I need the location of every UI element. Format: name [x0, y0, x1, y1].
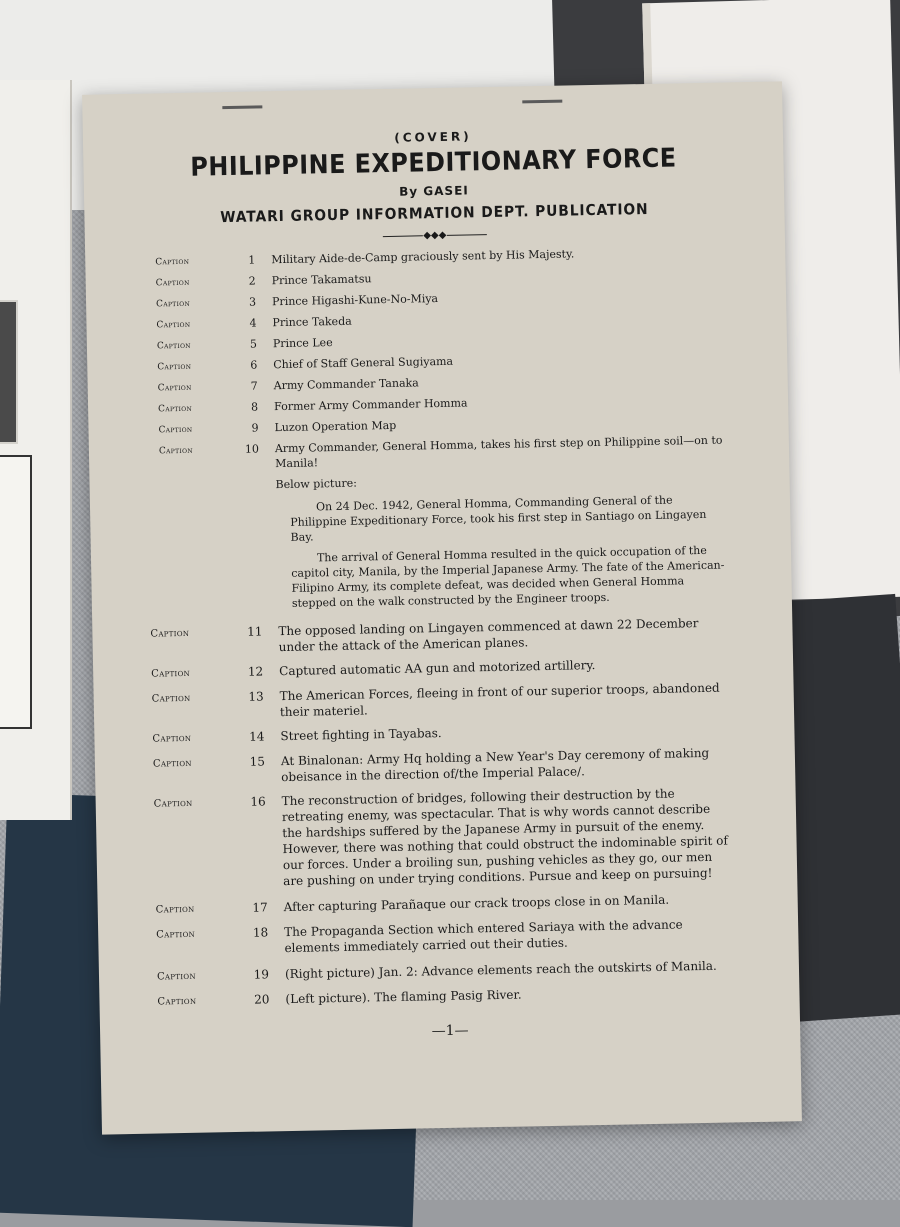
caption-label: Caption	[155, 256, 190, 268]
caption-text: (Right picture) Jan. 2: Advance elements reach the outskirts of Manila.	[284, 958, 717, 982]
caption-label: Caption	[158, 424, 193, 436]
caption-number: 12	[247, 664, 264, 679]
caption-row	[92, 613, 792, 658]
caption-label: Caption	[158, 403, 193, 415]
caption-number: 18	[252, 925, 269, 940]
document-page	[82, 81, 802, 1134]
caption-text: Military Aide-de-Camp graciously sent by His Majesty.	[271, 247, 575, 267]
left-book-frame	[0, 455, 32, 729]
caption-label: Caption	[151, 667, 191, 680]
caption-row	[94, 718, 794, 748]
caption-label: Caption	[157, 382, 192, 394]
byline: By GASEI	[399, 183, 469, 199]
caption-row	[94, 678, 794, 723]
caption-text: Luzon Operation Map	[274, 418, 397, 435]
caption-row	[96, 783, 798, 892]
caption-text: Prince Higashi-Kune-No-Miya	[271, 292, 439, 309]
document-title: PHILIPPINE EXPEDITIONARY FORCE	[190, 143, 677, 183]
caption-text: (Left picture). The flaming Pasig River.	[285, 987, 522, 1007]
caption-text: Former Army Commander Homma	[273, 396, 468, 414]
caption-label: Caption	[156, 928, 196, 941]
caption-row	[99, 956, 799, 986]
caption-label: Caption	[156, 970, 196, 983]
caption-number: 17	[252, 900, 268, 915]
caption-label: Caption	[157, 361, 192, 373]
caption-label: Caption	[155, 903, 195, 916]
caption-label: Caption	[157, 995, 197, 1008]
page-number: —1—	[431, 1022, 469, 1040]
caption-text: Prince Takeda	[272, 314, 352, 330]
caption-number: 3	[248, 295, 257, 309]
caption-number: 10	[244, 442, 260, 456]
caption-number: 4	[249, 316, 257, 330]
caption-label: Caption	[156, 340, 191, 352]
caption-text: The reconstruction of bridges, following their destruction by the retreating enemy, was spectacular. That is why words cannot describe the hardships suffered by the Japanese Army in pursuit of the enemy. However, there was nothing that could obstruct the indominable spirit of our forces. Under a broiling sun, pushing vehicles as they go, our men are pushing on under trying conditions. Pursue and keep on pursuing!	[281, 786, 729, 889]
caption-number: 8	[250, 400, 259, 414]
caption-text: The American Forces, fleeing in front of our superior troops, abandoned their materiel.	[279, 680, 720, 720]
caption-row	[93, 653, 793, 683]
caption-number: 13	[248, 689, 264, 704]
caption-number: 15	[249, 754, 266, 769]
caption-text: Captured automatic AA gun and motorized artillery.	[279, 658, 596, 679]
paragraph: On 24 Dec. 1942, General Homma, Commanding General of the Philippine Expeditionary Force, took his first step in Santiago on Lingayen Bay.	[290, 493, 707, 544]
caption-text: Army Commander, General Homma, takes his first step on Philippine soil—on to Manila!	[274, 433, 723, 471]
caption-row	[95, 743, 795, 788]
caption-number: 7	[250, 379, 258, 393]
caption-number: 5	[249, 337, 258, 351]
caption-number: 20	[254, 992, 270, 1007]
caption-number: 1	[248, 253, 256, 267]
caption-text: Chief of Staff General Sugiyama	[273, 354, 454, 372]
caption-number: 11	[247, 624, 263, 639]
publication-line: WATARI GROUP INFORMATION DEPT. PUBLICATION	[220, 199, 649, 227]
caption-text: After capturing Parañaque our crack troops close in on Manila.	[283, 892, 670, 915]
caption-label: Caption	[152, 757, 192, 770]
caption-label: Caption	[150, 627, 190, 640]
caption-label: Caption	[158, 445, 193, 457]
caption-label: Caption	[152, 732, 192, 745]
caption-label: Caption	[153, 797, 193, 810]
caption-row	[89, 431, 789, 474]
caption-row	[98, 889, 798, 919]
caption-list	[85, 242, 800, 1045]
document-header	[82, 81, 785, 247]
caption-number: 19	[253, 967, 270, 982]
caption-label: Caption	[156, 298, 191, 310]
cover-label: (COVER)	[394, 129, 472, 145]
caption-text: The Propaganda Section which entered Sariaya with the advance elements immediately carried out their duties.	[284, 917, 683, 956]
left-book-photo	[0, 300, 18, 444]
paragraph: The arrival of General Homma resulted in the quick occupation of the capitol city, Manila, by the Imperial Japanese Army. The fate of the American-Filipino Army, its complete defeat, was decided when General Homma stepped on the walk constructed by the Engineer troops.	[291, 543, 725, 610]
caption-text: Prince Lee	[272, 336, 333, 351]
caption-label: Caption	[151, 692, 191, 705]
caption-number: 14	[249, 729, 265, 744]
caption-row	[99, 981, 799, 1011]
caption-number: 2	[248, 274, 256, 288]
caption-number: 6	[250, 358, 258, 372]
caption-label: Caption	[156, 319, 191, 331]
caption-text: Prince Takamatsu	[271, 272, 372, 288]
caption-label: Caption	[155, 277, 190, 289]
below-picture-label: Below picture:	[275, 476, 358, 492]
caption-number: 16	[250, 794, 266, 809]
caption-text: The opposed landing on Lingayen commenced at dawn 22 December under the attack of the American planes.	[278, 616, 699, 655]
caption-row	[98, 914, 798, 959]
caption-number: 9	[251, 421, 259, 435]
caption-text: At Binalonan: Army Hq holding a New Year's Day ceremony of making obeisance in the direction of/the Imperial Palace/.	[280, 745, 710, 785]
caption-text: Army Commander Tanaka	[273, 376, 419, 393]
caption-text: Street fighting in Tayabas.	[280, 726, 442, 744]
ornament-diamonds: ◆◆◆	[423, 229, 447, 242]
